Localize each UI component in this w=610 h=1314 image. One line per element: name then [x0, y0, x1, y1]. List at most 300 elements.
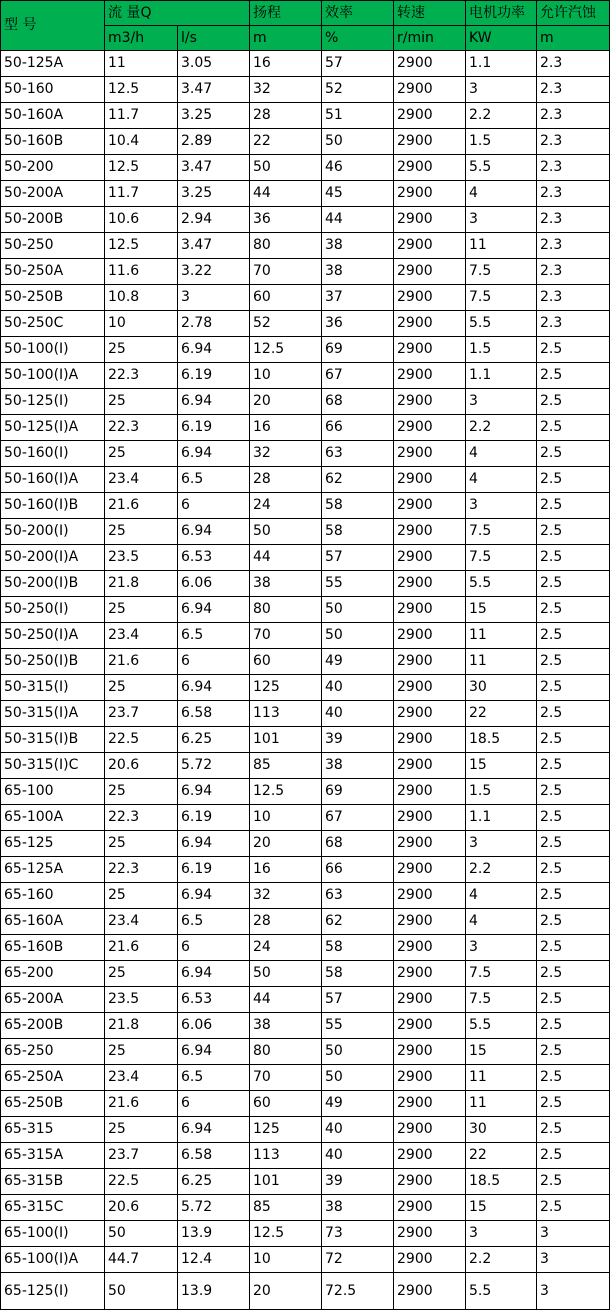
cell-flow-m3h: 25	[105, 597, 178, 623]
cell-efficiency: 39	[322, 1169, 394, 1195]
cell-speed: 2900	[394, 675, 466, 701]
cell-motor-power: 11	[466, 1065, 537, 1091]
table-row	[1, 363, 610, 389]
cell-model: 65-315C	[1, 1195, 105, 1221]
cell-efficiency: 50	[322, 623, 394, 649]
cell-flow-m3h: 22.5	[105, 727, 178, 753]
cell-speed: 2900	[394, 1221, 466, 1247]
cell-model: 50-125A	[1, 51, 105, 77]
cell-flow-m3h: 23.4	[105, 623, 178, 649]
cell-motor-power: 3	[466, 1221, 537, 1247]
cell-motor-power: 30	[466, 675, 537, 701]
cell-flow-ls: 3.47	[178, 155, 250, 181]
cell-motor-power: 1.5	[466, 337, 537, 363]
cell-speed: 2900	[394, 909, 466, 935]
cell-npsh: 2.5	[537, 415, 610, 441]
cell-motor-power: 5.5	[466, 311, 537, 337]
cell-efficiency: 40	[322, 1143, 394, 1169]
cell-speed: 2900	[394, 129, 466, 155]
cell-npsh: 2.5	[537, 597, 610, 623]
cell-head: 113	[250, 1143, 322, 1169]
cell-head: 60	[250, 1091, 322, 1117]
cell-head: 24	[250, 935, 322, 961]
cell-npsh: 2.5	[537, 805, 610, 831]
cell-flow-ls: 3.47	[178, 233, 250, 259]
cell-flow-m3h: 25	[105, 337, 178, 363]
cell-motor-power: 3	[466, 389, 537, 415]
cell-npsh: 2.5	[537, 961, 610, 987]
header-flow: 流 量Q	[105, 1, 250, 26]
cell-flow-m3h: 11.7	[105, 103, 178, 129]
cell-speed: 2900	[394, 1039, 466, 1065]
cell-efficiency: 38	[322, 753, 394, 779]
cell-npsh: 2.5	[537, 493, 610, 519]
cell-flow-ls: 5.72	[178, 1195, 250, 1221]
cell-head: 32	[250, 441, 322, 467]
cell-flow-ls: 6.94	[178, 883, 250, 909]
cell-head: 22	[250, 129, 322, 155]
cell-flow-ls: 13.9	[178, 1273, 250, 1310]
table-row	[1, 441, 610, 467]
cell-motor-power: 4	[466, 909, 537, 935]
cell-flow-m3h: 12.5	[105, 233, 178, 259]
cell-npsh: 2.3	[537, 233, 610, 259]
cell-head: 44	[250, 545, 322, 571]
cell-flow-m3h: 23.4	[105, 1065, 178, 1091]
cell-efficiency: 72	[322, 1247, 394, 1273]
cell-motor-power: 15	[466, 1039, 537, 1065]
cell-model: 65-125	[1, 831, 105, 857]
unit-efficiency: %	[322, 26, 394, 51]
cell-flow-m3h: 25	[105, 961, 178, 987]
cell-npsh: 2.5	[537, 935, 610, 961]
cell-model: 65-200	[1, 961, 105, 987]
cell-npsh: 3	[537, 1247, 610, 1273]
cell-efficiency: 49	[322, 1091, 394, 1117]
cell-speed: 2900	[394, 1091, 466, 1117]
cell-motor-power: 1.1	[466, 805, 537, 831]
cell-flow-m3h: 22.3	[105, 363, 178, 389]
table-row	[1, 311, 610, 337]
table-row	[1, 623, 610, 649]
cell-model: 65-100	[1, 779, 105, 805]
cell-motor-power: 22	[466, 1143, 537, 1169]
cell-motor-power: 2.2	[466, 415, 537, 441]
cell-flow-m3h: 23.5	[105, 545, 178, 571]
cell-speed: 2900	[394, 1169, 466, 1195]
cell-model: 65-315B	[1, 1169, 105, 1195]
cell-motor-power: 11	[466, 1091, 537, 1117]
cell-flow-m3h: 23.5	[105, 987, 178, 1013]
cell-efficiency: 68	[322, 389, 394, 415]
cell-head: 20	[250, 831, 322, 857]
cell-model: 65-100(I)A	[1, 1247, 105, 1273]
cell-flow-ls: 2.89	[178, 129, 250, 155]
cell-model: 50-200B	[1, 207, 105, 233]
cell-model: 50-125(I)A	[1, 415, 105, 441]
table-row	[1, 831, 610, 857]
cell-npsh: 2.5	[537, 675, 610, 701]
cell-model: 65-200A	[1, 987, 105, 1013]
cell-model: 65-250A	[1, 1065, 105, 1091]
cell-efficiency: 69	[322, 337, 394, 363]
cell-motor-power: 1.1	[466, 363, 537, 389]
cell-flow-ls: 5.72	[178, 753, 250, 779]
cell-head: 10	[250, 363, 322, 389]
cell-head: 44	[250, 181, 322, 207]
cell-motor-power: 5.5	[466, 155, 537, 181]
cell-model: 65-160A	[1, 909, 105, 935]
cell-efficiency: 58	[322, 493, 394, 519]
cell-efficiency: 57	[322, 51, 394, 77]
cell-motor-power: 5.5	[466, 571, 537, 597]
table-row	[1, 883, 610, 909]
cell-flow-ls: 6.06	[178, 571, 250, 597]
cell-motor-power: 3	[466, 831, 537, 857]
cell-speed: 2900	[394, 753, 466, 779]
table-row	[1, 1117, 610, 1143]
cell-npsh: 2.3	[537, 181, 610, 207]
cell-head: 16	[250, 415, 322, 441]
cell-motor-power: 4	[466, 883, 537, 909]
cell-model: 50-125(I)	[1, 389, 105, 415]
table-row	[1, 1013, 610, 1039]
cell-flow-ls: 6.94	[178, 389, 250, 415]
table-row	[1, 337, 610, 363]
cell-flow-m3h: 25	[105, 1117, 178, 1143]
cell-flow-m3h: 11.7	[105, 181, 178, 207]
cell-head: 24	[250, 493, 322, 519]
cell-flow-m3h: 20.6	[105, 1195, 178, 1221]
table-row	[1, 675, 610, 701]
cell-flow-m3h: 25	[105, 519, 178, 545]
cell-speed: 2900	[394, 857, 466, 883]
cell-flow-ls: 6.94	[178, 597, 250, 623]
cell-model: 50-160A	[1, 103, 105, 129]
cell-npsh: 2.5	[537, 909, 610, 935]
cell-motor-power: 1.5	[466, 129, 537, 155]
cell-efficiency: 36	[322, 311, 394, 337]
table-row	[1, 493, 610, 519]
table-row	[1, 207, 610, 233]
cell-npsh: 2.5	[537, 753, 610, 779]
cell-flow-m3h: 25	[105, 779, 178, 805]
cell-flow-ls: 6.5	[178, 623, 250, 649]
cell-model: 50-160	[1, 77, 105, 103]
cell-model: 50-315(I)	[1, 675, 105, 701]
cell-head: 50	[250, 961, 322, 987]
cell-flow-m3h: 11	[105, 51, 178, 77]
cell-model: 50-315(I)B	[1, 727, 105, 753]
cell-flow-ls: 6.5	[178, 909, 250, 935]
cell-head: 10	[250, 805, 322, 831]
cell-speed: 2900	[394, 415, 466, 441]
cell-head: 12.5	[250, 779, 322, 805]
cell-npsh: 2.5	[537, 779, 610, 805]
table-body	[1, 51, 610, 1310]
cell-efficiency: 52	[322, 77, 394, 103]
cell-head: 28	[250, 103, 322, 129]
cell-speed: 2900	[394, 649, 466, 675]
cell-speed: 2900	[394, 259, 466, 285]
cell-efficiency: 58	[322, 961, 394, 987]
cell-speed: 2900	[394, 493, 466, 519]
cell-npsh: 2.5	[537, 337, 610, 363]
table-row	[1, 233, 610, 259]
cell-flow-ls: 6.53	[178, 545, 250, 571]
cell-efficiency: 57	[322, 545, 394, 571]
cell-head: 70	[250, 623, 322, 649]
table-row	[1, 649, 610, 675]
table-row	[1, 935, 610, 961]
cell-motor-power: 15	[466, 597, 537, 623]
cell-flow-ls: 6.94	[178, 337, 250, 363]
cell-head: 16	[250, 51, 322, 77]
cell-motor-power: 30	[466, 1117, 537, 1143]
cell-model: 50-315(I)C	[1, 753, 105, 779]
cell-speed: 2900	[394, 181, 466, 207]
cell-efficiency: 63	[322, 883, 394, 909]
cell-motor-power: 2.2	[466, 103, 537, 129]
cell-model: 50-160(I)B	[1, 493, 105, 519]
table-row	[1, 1065, 610, 1091]
table-row	[1, 1091, 610, 1117]
cell-model: 65-250B	[1, 1091, 105, 1117]
cell-flow-ls: 3	[178, 285, 250, 311]
cell-flow-ls: 2.78	[178, 311, 250, 337]
cell-flow-m3h: 25	[105, 389, 178, 415]
cell-motor-power: 18.5	[466, 1169, 537, 1195]
cell-motor-power: 2.2	[466, 857, 537, 883]
cell-head: 12.5	[250, 337, 322, 363]
cell-motor-power: 18.5	[466, 727, 537, 753]
header-head: 扬程	[250, 1, 322, 26]
cell-flow-ls: 6.25	[178, 1169, 250, 1195]
header-model: 型 号	[1, 1, 105, 51]
cell-flow-ls: 6.94	[178, 779, 250, 805]
cell-flow-ls: 6.5	[178, 467, 250, 493]
cell-motor-power: 3	[466, 77, 537, 103]
cell-speed: 2900	[394, 519, 466, 545]
cell-model: 50-200	[1, 155, 105, 181]
cell-npsh: 2.5	[537, 1117, 610, 1143]
table-row	[1, 1273, 610, 1310]
cell-efficiency: 57	[322, 987, 394, 1013]
table-row	[1, 77, 610, 103]
cell-efficiency: 73	[322, 1221, 394, 1247]
cell-npsh: 2.3	[537, 51, 610, 77]
cell-head: 32	[250, 77, 322, 103]
cell-motor-power: 11	[466, 649, 537, 675]
cell-model: 50-250(I)A	[1, 623, 105, 649]
cell-npsh: 2.5	[537, 831, 610, 857]
cell-model: 50-250C	[1, 311, 105, 337]
cell-flow-ls: 6.94	[178, 675, 250, 701]
cell-flow-ls: 3.47	[178, 77, 250, 103]
cell-flow-m3h: 22.3	[105, 805, 178, 831]
unit-motor-power: KW	[466, 26, 537, 51]
cell-speed: 2900	[394, 285, 466, 311]
cell-speed: 2900	[394, 779, 466, 805]
cell-efficiency: 58	[322, 519, 394, 545]
cell-speed: 2900	[394, 935, 466, 961]
header-motor-power: 电机功率	[466, 1, 537, 26]
cell-head: 101	[250, 1169, 322, 1195]
cell-model: 50-100(I)	[1, 337, 105, 363]
cell-motor-power: 11	[466, 233, 537, 259]
cell-flow-ls: 6.19	[178, 363, 250, 389]
cell-efficiency: 68	[322, 831, 394, 857]
cell-efficiency: 50	[322, 597, 394, 623]
cell-flow-ls: 6.94	[178, 961, 250, 987]
cell-efficiency: 66	[322, 415, 394, 441]
cell-motor-power: 7.5	[466, 987, 537, 1013]
cell-flow-ls: 6	[178, 493, 250, 519]
cell-npsh: 2.3	[537, 207, 610, 233]
cell-head: 28	[250, 467, 322, 493]
cell-flow-m3h: 12.5	[105, 155, 178, 181]
cell-speed: 2900	[394, 207, 466, 233]
cell-model: 50-250	[1, 233, 105, 259]
cell-speed: 2900	[394, 987, 466, 1013]
cell-head: 80	[250, 233, 322, 259]
cell-motor-power: 15	[466, 1195, 537, 1221]
table-row	[1, 961, 610, 987]
cell-npsh: 2.5	[537, 1039, 610, 1065]
cell-model: 65-315A	[1, 1143, 105, 1169]
cell-efficiency: 51	[322, 103, 394, 129]
cell-head: 80	[250, 597, 322, 623]
cell-speed: 2900	[394, 155, 466, 181]
unit-npsh: m	[537, 26, 610, 51]
cell-speed: 2900	[394, 233, 466, 259]
table-row	[1, 285, 610, 311]
cell-flow-m3h: 10.6	[105, 207, 178, 233]
cell-motor-power: 4	[466, 181, 537, 207]
cell-speed: 2900	[394, 727, 466, 753]
cell-speed: 2900	[394, 441, 466, 467]
table-row	[1, 519, 610, 545]
table-row	[1, 155, 610, 181]
cell-motor-power: 4	[466, 467, 537, 493]
cell-speed: 2900	[394, 1195, 466, 1221]
table-row	[1, 779, 610, 805]
cell-npsh: 2.3	[537, 103, 610, 129]
cell-efficiency: 50	[322, 1065, 394, 1091]
cell-npsh: 2.5	[537, 1143, 610, 1169]
cell-head: 60	[250, 649, 322, 675]
cell-npsh: 2.5	[537, 1091, 610, 1117]
table-row	[1, 129, 610, 155]
cell-efficiency: 66	[322, 857, 394, 883]
table-header	[1, 1, 610, 51]
table-row	[1, 1221, 610, 1247]
cell-efficiency: 63	[322, 441, 394, 467]
table-row	[1, 987, 610, 1013]
cell-flow-m3h: 25	[105, 831, 178, 857]
cell-npsh: 2.5	[537, 701, 610, 727]
table-row	[1, 1039, 610, 1065]
cell-npsh: 2.3	[537, 311, 610, 337]
cell-head: 85	[250, 1195, 322, 1221]
cell-flow-ls: 6.25	[178, 727, 250, 753]
cell-speed: 2900	[394, 337, 466, 363]
cell-head: 70	[250, 259, 322, 285]
cell-model: 50-200A	[1, 181, 105, 207]
cell-speed: 2900	[394, 1013, 466, 1039]
cell-flow-m3h: 20.6	[105, 753, 178, 779]
cell-speed: 2900	[394, 545, 466, 571]
cell-flow-m3h: 10	[105, 311, 178, 337]
cell-motor-power: 7.5	[466, 545, 537, 571]
cell-flow-m3h: 50	[105, 1221, 178, 1247]
cell-flow-ls: 3.05	[178, 51, 250, 77]
cell-speed: 2900	[394, 51, 466, 77]
cell-flow-ls: 6.19	[178, 415, 250, 441]
table-row	[1, 1195, 610, 1221]
cell-npsh: 2.5	[537, 519, 610, 545]
cell-npsh: 2.5	[537, 545, 610, 571]
cell-efficiency: 39	[322, 727, 394, 753]
cell-model: 65-100(I)	[1, 1221, 105, 1247]
cell-efficiency: 44	[322, 207, 394, 233]
cell-speed: 2900	[394, 623, 466, 649]
cell-speed: 2900	[394, 467, 466, 493]
cell-efficiency: 69	[322, 779, 394, 805]
cell-head: 20	[250, 389, 322, 415]
cell-flow-m3h: 25	[105, 675, 178, 701]
cell-flow-m3h: 23.4	[105, 467, 178, 493]
cell-efficiency: 46	[322, 155, 394, 181]
header-row-titles	[1, 1, 610, 26]
cell-motor-power: 7.5	[466, 285, 537, 311]
table-row	[1, 389, 610, 415]
cell-motor-power: 1.1	[466, 51, 537, 77]
cell-flow-m3h: 11.6	[105, 259, 178, 285]
cell-flow-ls: 6.19	[178, 805, 250, 831]
cell-flow-m3h: 10.8	[105, 285, 178, 311]
table-row	[1, 1247, 610, 1273]
cell-motor-power: 3	[466, 493, 537, 519]
cell-motor-power: 3	[466, 207, 537, 233]
cell-flow-m3h: 25	[105, 441, 178, 467]
table-row	[1, 415, 610, 441]
table-row	[1, 857, 610, 883]
cell-flow-m3h: 21.6	[105, 649, 178, 675]
cell-head: 38	[250, 571, 322, 597]
table-row	[1, 701, 610, 727]
unit-head: m	[250, 26, 322, 51]
cell-efficiency: 40	[322, 675, 394, 701]
cell-model: 50-100(I)A	[1, 363, 105, 389]
cell-model: 50-250(I)B	[1, 649, 105, 675]
cell-motor-power: 15	[466, 753, 537, 779]
header-speed: 转速	[394, 1, 466, 26]
cell-head: 12.5	[250, 1221, 322, 1247]
cell-efficiency: 38	[322, 233, 394, 259]
table-row	[1, 259, 610, 285]
cell-head: 50	[250, 155, 322, 181]
cell-efficiency: 45	[322, 181, 394, 207]
cell-npsh: 2.3	[537, 129, 610, 155]
cell-flow-ls: 6.58	[178, 1143, 250, 1169]
cell-efficiency: 62	[322, 909, 394, 935]
cell-model: 50-250A	[1, 259, 105, 285]
cell-speed: 2900	[394, 77, 466, 103]
cell-npsh: 2.5	[537, 1013, 610, 1039]
cell-flow-ls: 2.94	[178, 207, 250, 233]
cell-head: 16	[250, 857, 322, 883]
